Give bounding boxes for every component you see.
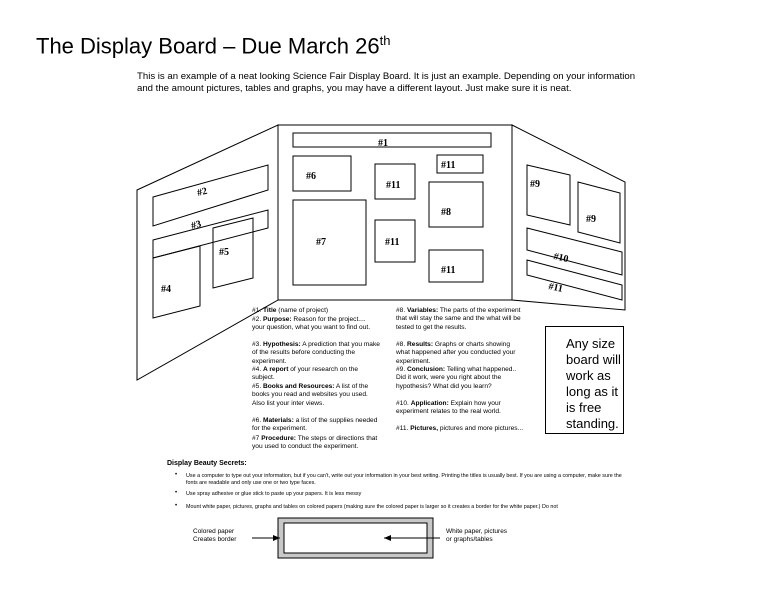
legend-item-6: #6. Materials: a list of the supplies needed for the experiment. — [252, 417, 378, 433]
box-10 — [527, 228, 622, 275]
box-1 — [293, 133, 491, 147]
legend-item-7: #7 Procedure: The steps or directions that you used to conduct the experiment. — [252, 435, 378, 451]
legend-item-9: #8. Results: Graphs or charts showing what happened after you conducted your experiment. — [396, 341, 516, 365]
bullet-dot-3: • — [175, 503, 178, 509]
label-8: #8 — [441, 207, 451, 218]
note-box — [545, 326, 624, 434]
label-11-a: #11 — [386, 180, 401, 191]
legend-item-12: #11. Pictures, pictures and more pictures... — [396, 425, 524, 432]
box-11-e — [527, 260, 622, 300]
box-3 — [153, 210, 268, 258]
legend-item-11: #10. Application: Explain how your experiment relates to the real world. — [396, 400, 501, 416]
label-3: #3 — [190, 218, 203, 232]
label-9-a: #9 — [530, 179, 540, 190]
box-8 — [429, 182, 483, 227]
center-panel — [278, 125, 512, 300]
legend-item-4: #4. A report of your research on the subject. — [252, 366, 359, 382]
box-7 — [293, 200, 366, 285]
label-11-c: #11 — [441, 160, 456, 171]
secret-bullet-3: Mount white paper, pictures, graphs and tables on colored papers (making sure the colored paper is larger so it creates a border for the white paper.) Do not — [186, 504, 558, 510]
label-6: #6 — [306, 171, 316, 182]
box-9-a — [527, 165, 570, 225]
label-2: #2 — [196, 185, 209, 199]
secrets-title: Display Beauty Secrets: — [167, 460, 247, 467]
box-4 — [153, 246, 200, 318]
page-title: The Display Board – Due March 26th — [36, 33, 391, 59]
box-6 — [293, 156, 351, 191]
box-9-b — [578, 182, 620, 243]
label-11-e: #11 — [547, 281, 564, 295]
label-9-b: #9 — [586, 214, 596, 225]
legend-item-1: #1. Title (name of project) — [252, 307, 329, 314]
right-panel — [512, 125, 625, 310]
legend-item-5: #5. Books and Resources: A list of the books you read and websites you used. Also list your inter views. — [252, 383, 369, 407]
label-7: #7 — [316, 237, 326, 248]
intro-text: This is an example of a neat looking Science Fair Display Board. It is just an example. Depending on your information and the amount pictures, tables and graphs, you may have a different layout. Just make sure it is neat. — [137, 71, 636, 94]
label-1: #1 — [378, 138, 388, 149]
note-text: Any size board will work as long as it is free standing. — [566, 336, 621, 431]
legend-item-8: #8. Variables: The parts of the experiment that will stay the same and the what will be tested to get the results. — [396, 307, 521, 331]
secret-bullet-1: Use a computer to type out your information, but if you can't, write out your information in your best writing. Printing the titles is usually best. If you are using a computer, make sure the fonts are readable and only use one or two type faces. — [186, 473, 622, 486]
label-11-b: #11 — [385, 237, 400, 248]
legend-item-3: #3. Hypothesis: A prediction that you make of the results before conducting the experiment. — [252, 341, 380, 365]
legend-item-10: #9. Conclusion: Telling what happened.. Did it work, were you right about the hypothesis? What did you learn? — [396, 366, 517, 390]
label-4: #4 — [161, 284, 171, 295]
label-10: #10 — [552, 251, 570, 266]
bullet-dot-1: • — [175, 472, 178, 478]
box-11-d — [429, 250, 483, 282]
label-11-d: #11 — [441, 265, 456, 276]
colored-paper-label: Colored paper Creates border — [193, 528, 237, 543]
secret-bullet-2: Use spray adhesive or glue stick to paste up your papers. It is less messy — [186, 491, 362, 497]
white-paper-label: White paper, pictures or graphs/tables — [446, 528, 508, 543]
legend-item-2: #2. Purpose: Reason for the project.... your question, what you want to find out. — [252, 316, 371, 332]
label-5: #5 — [219, 247, 229, 258]
bullet-dot-2: • — [175, 490, 178, 496]
